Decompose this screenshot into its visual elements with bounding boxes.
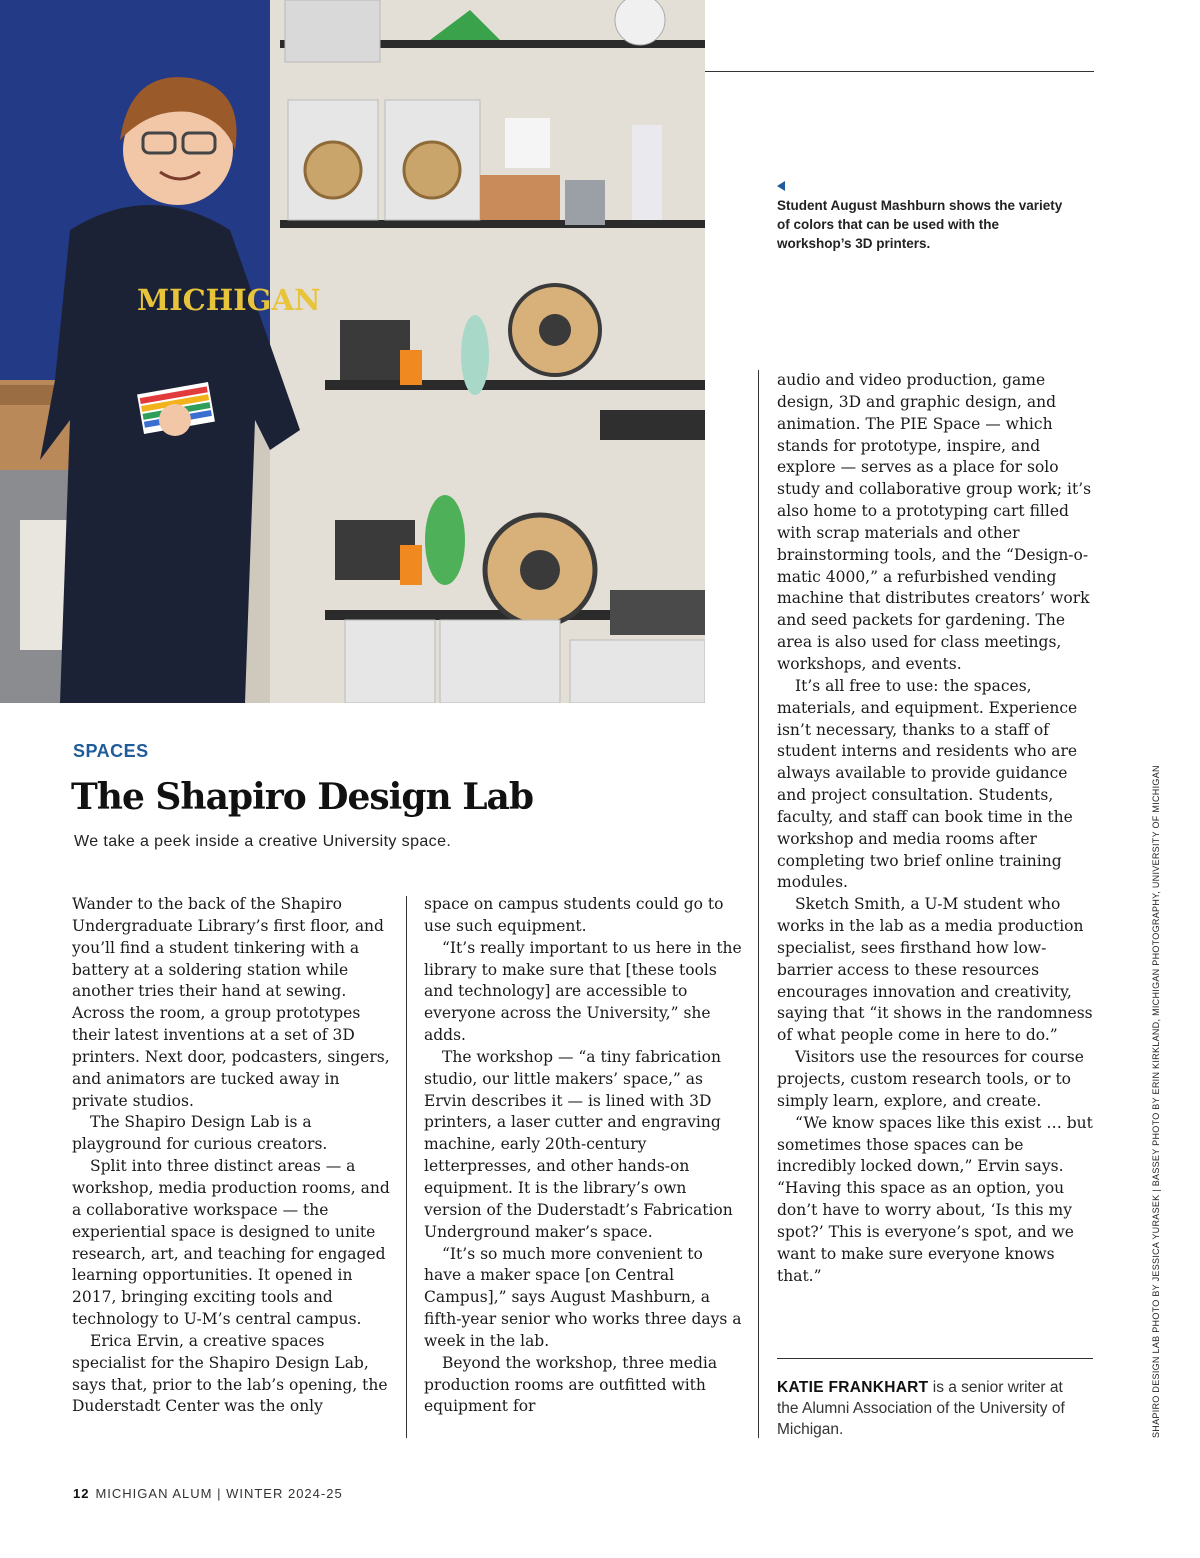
paragraph: Split into three distinct areas — a workshop, media production rooms, and a collaborative workspace — the experiential space is designed to unite research, art, and teaching for engaged learning opportunities. It opened in 2017, bringing exciting tools and technology to U-M’s central campus. [72, 1157, 390, 1329]
article-column-1 [72, 894, 392, 1418]
sweatshirt-text: MICHIGAN [137, 283, 321, 317]
photo-credit: SHAPIRO DESIGN LAB PHOTO BY JESSICA YURASEK | BASSEY PHOTO BY ERIN KIRKLAND, MICHIGAN PHOTOGRAPHY, UNIVERSITY OF MICHIGAN [1151, 765, 1161, 1438]
lab-photo-illustration [0, 0, 705, 703]
paragraph: Beyond the workshop, three media production rooms are outfitted with equipment for [424, 1353, 718, 1416]
column-divider [758, 370, 759, 1438]
paragraph: Wander to the back of the Shapiro Undergraduate Library’s first floor, and you’ll find a student tinkering with a battery at a soldering station while another tries their hand at sewing. Across the room, a group prototypes their latest inventions at a set of 3D printers. Next door, podcasters, singers, and animators are tucked away in private studios. [72, 895, 390, 1110]
article-column-2 [424, 894, 744, 1418]
headline: The Shapiro Design Lab [71, 776, 534, 818]
paragraph: Sketch Smith, a U-M student who works in the lab as a media production specialist, sees firsthand how low-barrier access to these resources encourages innovation and creativity, saying that “it shows in the randomness of what people come in here to do.” [777, 895, 1093, 1045]
author-name: KATIE FRANKHART [777, 1379, 929, 1396]
paragraph: audio and video production, game design, 3D and graphic design, and animation. The PIE Space — which stands for prototype, inspire, and explore — serves as a place for solo study and collaborative group work; it’s also home to a prototyping cart filled with scrap materials and other brainstorming tools, and the “Design-o-matic 4000,” a refurbished vending machine that distributes creators’ work and seed packets for gardening. The area is also used for class meetings, workshops, and events. [777, 371, 1092, 673]
article-column-3 [777, 370, 1097, 1287]
bio-rule [777, 1358, 1093, 1359]
paragraph: “We know spaces like this exist … but sometimes those spaces can be incredibly locked down,” Ervin says. “Having this space as an option, you don’t have to worry about, ‘Is this my spot?’ This is everyone’s spot, and we want to make sure everyone knows that.” [777, 1113, 1093, 1285]
top-rule [705, 71, 1094, 72]
paragraph: The Shapiro Design Lab is a playground for curious creators. [72, 1113, 328, 1154]
paragraph: Erica Ervin, a creative spaces specialist for the Shapiro Design Lab, says that, prior to the lab’s opening, the Duderstadt Center was the only [72, 1331, 388, 1416]
dek: We take a peek inside a creative University space. [74, 833, 452, 850]
caption-arrow-icon [777, 181, 785, 191]
photo-caption: Student August Mashburn shows the variety of colors that can be used with the workshop’s 3D printers. [777, 198, 1063, 251]
column-divider [406, 896, 407, 1438]
paragraph: “It’s so much more convenient to have a maker space [on Central Campus],” says August Mashburn, a fifth-year senior who works three days a week in the lab. [424, 1244, 742, 1350]
section-label: SPACES [73, 741, 149, 761]
folio [73, 1486, 343, 1501]
author-bio-text: is a senior writer at the Alumni Association of the University of Michigan. [777, 1379, 1065, 1438]
paragraph: Visitors use the resources for course projects, custom research tools, or to simply learn, explore, and create. [777, 1048, 1084, 1110]
paragraph: “It’s really important to us here in the library to make sure that [these tools and technology] are accessible to everyone across the University,” she adds. [424, 938, 742, 1045]
page-number: 12 [73, 1486, 90, 1501]
paragraph: space on campus students could go to use such equipment. [424, 895, 724, 935]
publication-name: MICHIGAN ALUM | WINTER 2024-25 [95, 1486, 343, 1501]
paragraph: The workshop — “a tiny fabrication studio, our little makers’ space,” as Ervin describes it — is lined with 3D printers, a laser cutter and engraving machine, early 20th-century letterpresses, and other hands-on equipment. It is the library’s own version of the Duderstadt’s Fabrication Underground maker’s space. [424, 1047, 733, 1241]
paragraph: It’s all free to use: the spaces, materials, and equipment. Experience isn’t necessary, thanks to a staff of student interns and residents who are always available to provide guidance and project consultation. Students, faculty, and staff can book time in the workshop and media rooms after completing two brief online training modules. [777, 676, 1078, 892]
lead-photo [0, 0, 705, 703]
author-bio [777, 1377, 1077, 1440]
